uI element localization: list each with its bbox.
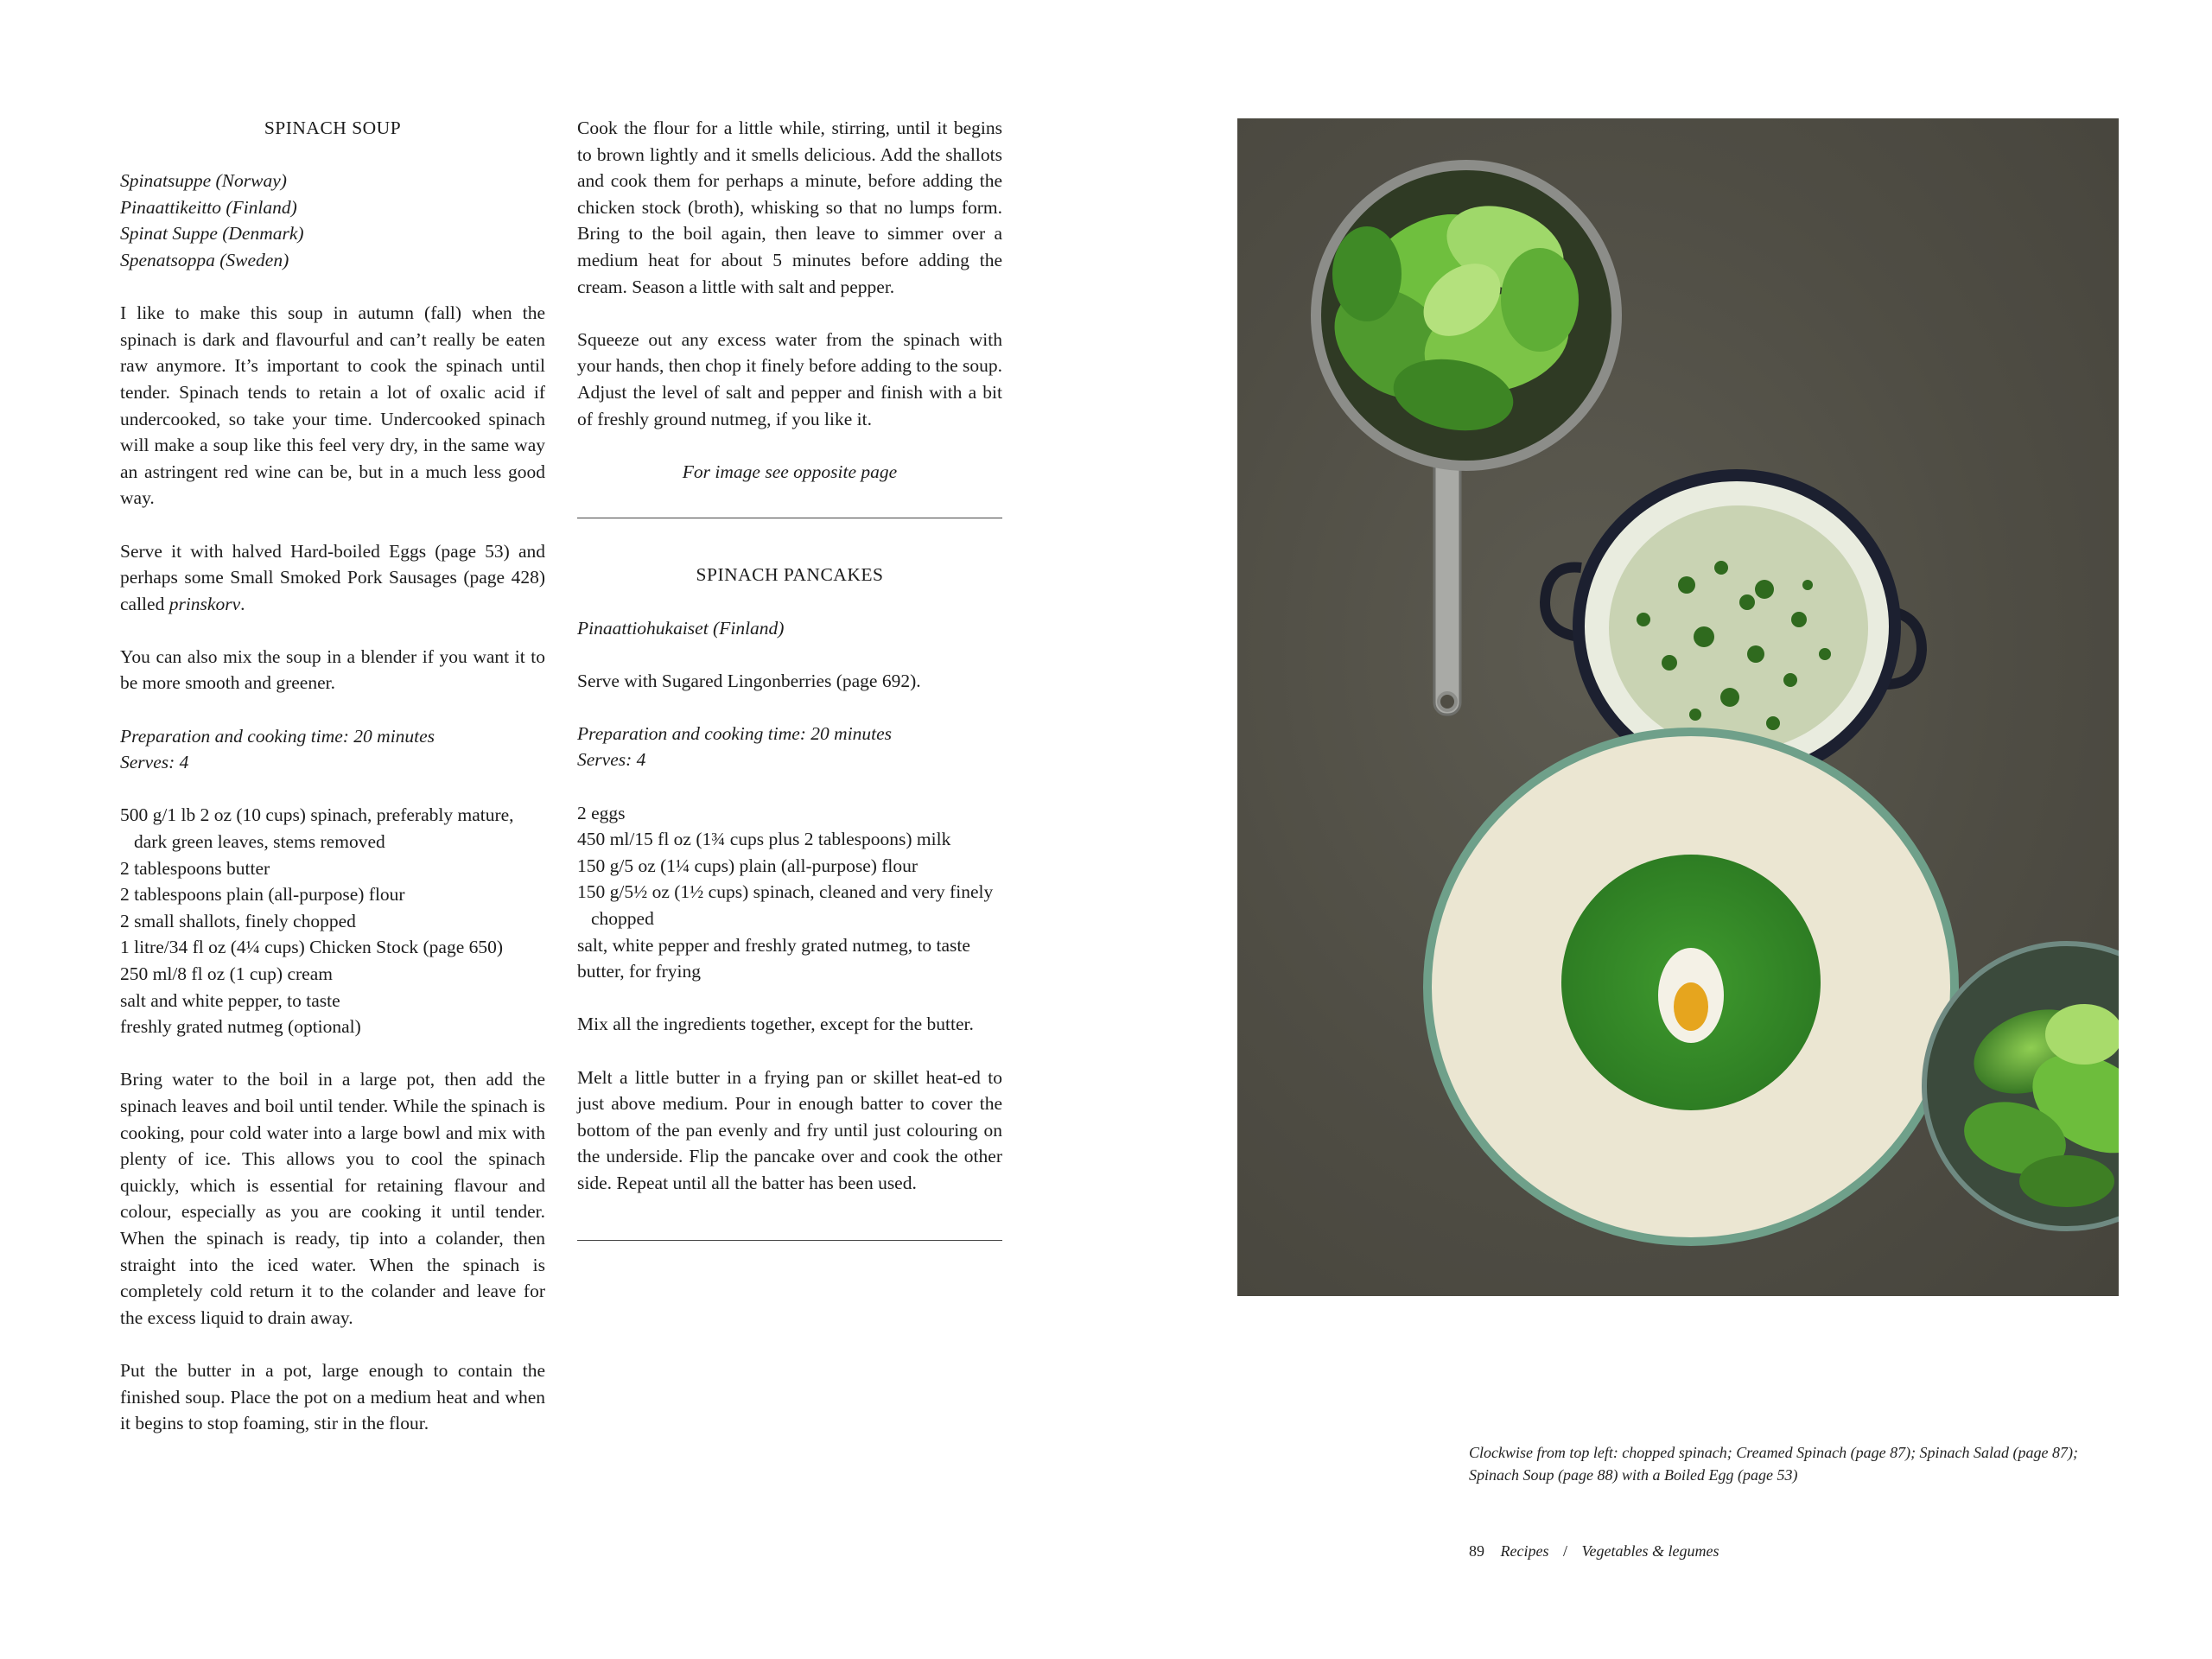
saucepan-handle: [1434, 438, 1460, 715]
ingredient-list: [577, 800, 1002, 985]
ingredient: 2 tablespoons plain (all-purpose) flour: [120, 884, 405, 906]
ingredient: 500 g/1 lb 2 oz (10 cups) spinach, preferably mature, dark green leaves, stems removed: [120, 804, 514, 853]
folio-separator: /: [1562, 1542, 1567, 1560]
ingredient: 2 small shallots, finely chopped: [120, 910, 356, 931]
ingredient: 150 g/5½ oz (1½ cups) spinach, cleaned and very finely chopped: [577, 881, 994, 930]
egg-yolk: [1674, 982, 1708, 1031]
regional-name: Spinatsuppe (Norway): [120, 170, 287, 192]
food-photograph-illustration: [1237, 118, 2119, 1296]
regional-name: Spinat Suppe (Denmark): [120, 223, 304, 245]
food-photograph: [1237, 118, 2119, 1296]
method-step: Squeeze out any excess water from the spinach with your hands, then chop it finely before adding to the soup. Adjust the level of salt and pepper and finish with a bit of freshly ground nutmeg, if you like it.: [577, 328, 1003, 429]
soup-plate: [1423, 728, 1959, 1246]
creamed-spinach: [1609, 505, 1868, 751]
prep-time: Preparation and cooking time: 20 minutes: [120, 725, 435, 747]
page-footer: [1469, 1542, 1719, 1560]
recipe-meta: [577, 721, 1002, 773]
handle-hole: [1439, 693, 1456, 710]
page-number: 89: [1469, 1542, 1484, 1560]
method-step: Put the butter in a pot, large enough to contain the finished soup. Place the pot on a medium heat and when it begins to stop foaming, stir in the flour.: [120, 1359, 545, 1434]
recipe-meta: [120, 723, 545, 776]
left-column: [120, 115, 545, 1463]
method-step: Melt a little butter in a frying pan or skillet heat-ed to just above medium. Pour in enough batter to cover the bottom of the pan evenly and fry until just colouring on the underside. Flip the pancake over and cook the other side. Repeat until all the batter has been used.: [577, 1066, 1002, 1193]
regional-names: [120, 168, 545, 273]
photo-caption: Clockwise from top left: chopped spinach; Creamed Spinach (page 87); Spinach Salad (page 87); Spinach Soup (page 88) with a Boiled Egg (page 53): [1469, 1444, 2079, 1484]
ingredient: 150 g/5 oz (1¼ cups) plain (all-purpose) flour: [577, 855, 918, 876]
image-reference: For image see opposite page: [682, 461, 898, 482]
running-chapter: Vegetables & legumes: [1581, 1542, 1719, 1560]
method-step: Mix all the ingredients together, except for the butter.: [577, 1014, 974, 1035]
prep-time: Preparation and cooking time: 20 minutes: [577, 722, 893, 744]
serving-suggestion: Serve with Sugared Lingonberries (page 692).: [577, 670, 921, 691]
ingredient: 250 ml/8 fl oz (1 cup) cream: [120, 963, 333, 984]
middle-column: [577, 115, 1002, 1241]
regional-name: Spenatsoppa (Sweden): [120, 249, 289, 270]
blender-note: You can also mix the soup in a blender if you want it to be more smooth and greener.: [120, 645, 545, 694]
serves: Serves: 4: [120, 752, 189, 773]
recipe-title-spinach-pancakes: SPINACH PANCAKES: [696, 564, 884, 586]
ingredient-list: [120, 802, 545, 1039]
section-divider: [577, 1240, 1002, 1241]
regional-name: Pinaattiohukaiset (Finland): [577, 617, 785, 639]
serves: Serves: 4: [577, 749, 646, 771]
ingredient: freshly grated nutmeg (optional): [120, 1016, 361, 1038]
method-step: Cook the flour for a little while, stirring, until it begins to brown lightly and it smells delicious. Add the shallots and cook them for perhaps a minute, before adding the chicken stock (broth), whisking so that no lumps form. Bring to the boil again, then leave to simmer over a medium heat for about 5 minutes before adding the cream. Season a little with salt and pepper.: [577, 118, 1002, 297]
ingredient: 1 litre/34 fl oz (4¼ cups) Chicken Stock (page 650): [120, 937, 504, 958]
regional-name: Pinaattikeitto (Finland): [120, 196, 297, 218]
ingredient: 450 ml/15 fl oz (1¾ cups plus 2 tablespoons) milk: [577, 829, 951, 850]
running-section: Recipes: [1500, 1542, 1549, 1560]
ingredient: 2 tablespoons butter: [120, 857, 270, 879]
ingredient: 2 eggs: [577, 802, 626, 823]
ingredient: butter, for frying: [577, 961, 702, 982]
recipe-title-spinach-soup: SPINACH SOUP: [264, 118, 402, 138]
method-step: Bring water to the boil in a large pot, then add the spinach leaves and boil until tender. While the spinach is cooking, pour cold water into a large bowl and mix with plenty of ice. This allows you to cool the spinach quickly, which is essential for retaining flavour and colour, especially as you are cooking it until tender. When the spinach is ready, tip into a colander, then straight into the iced water. When the spinach is completely cold return it to the colander and leave for the excess liquid to drain away.: [120, 1069, 545, 1328]
ingredient: salt, white pepper and freshly grated nutmeg, to taste: [577, 934, 970, 956]
intro-paragraph: I like to make this soup in autumn (fall) when the spinach is dark and flavourful and can’t really be eaten raw anymore. It’s important to cook the spinach until tender. Spinach tends to retain a lot of oxalic acid if undercooked, so take your time. Undercooked spinach will make a soup like this feel very dry, in the same way an astringent red wine can be, but in a much less good way.: [120, 302, 545, 509]
ingredient: salt and white pepper, to taste: [120, 989, 340, 1011]
serving-suggestion: Serve it with halved Hard-boiled Eggs (page 53) and perhaps some Small Smoked Pork Sausages (page 428) called prinskorv.: [120, 540, 545, 614]
